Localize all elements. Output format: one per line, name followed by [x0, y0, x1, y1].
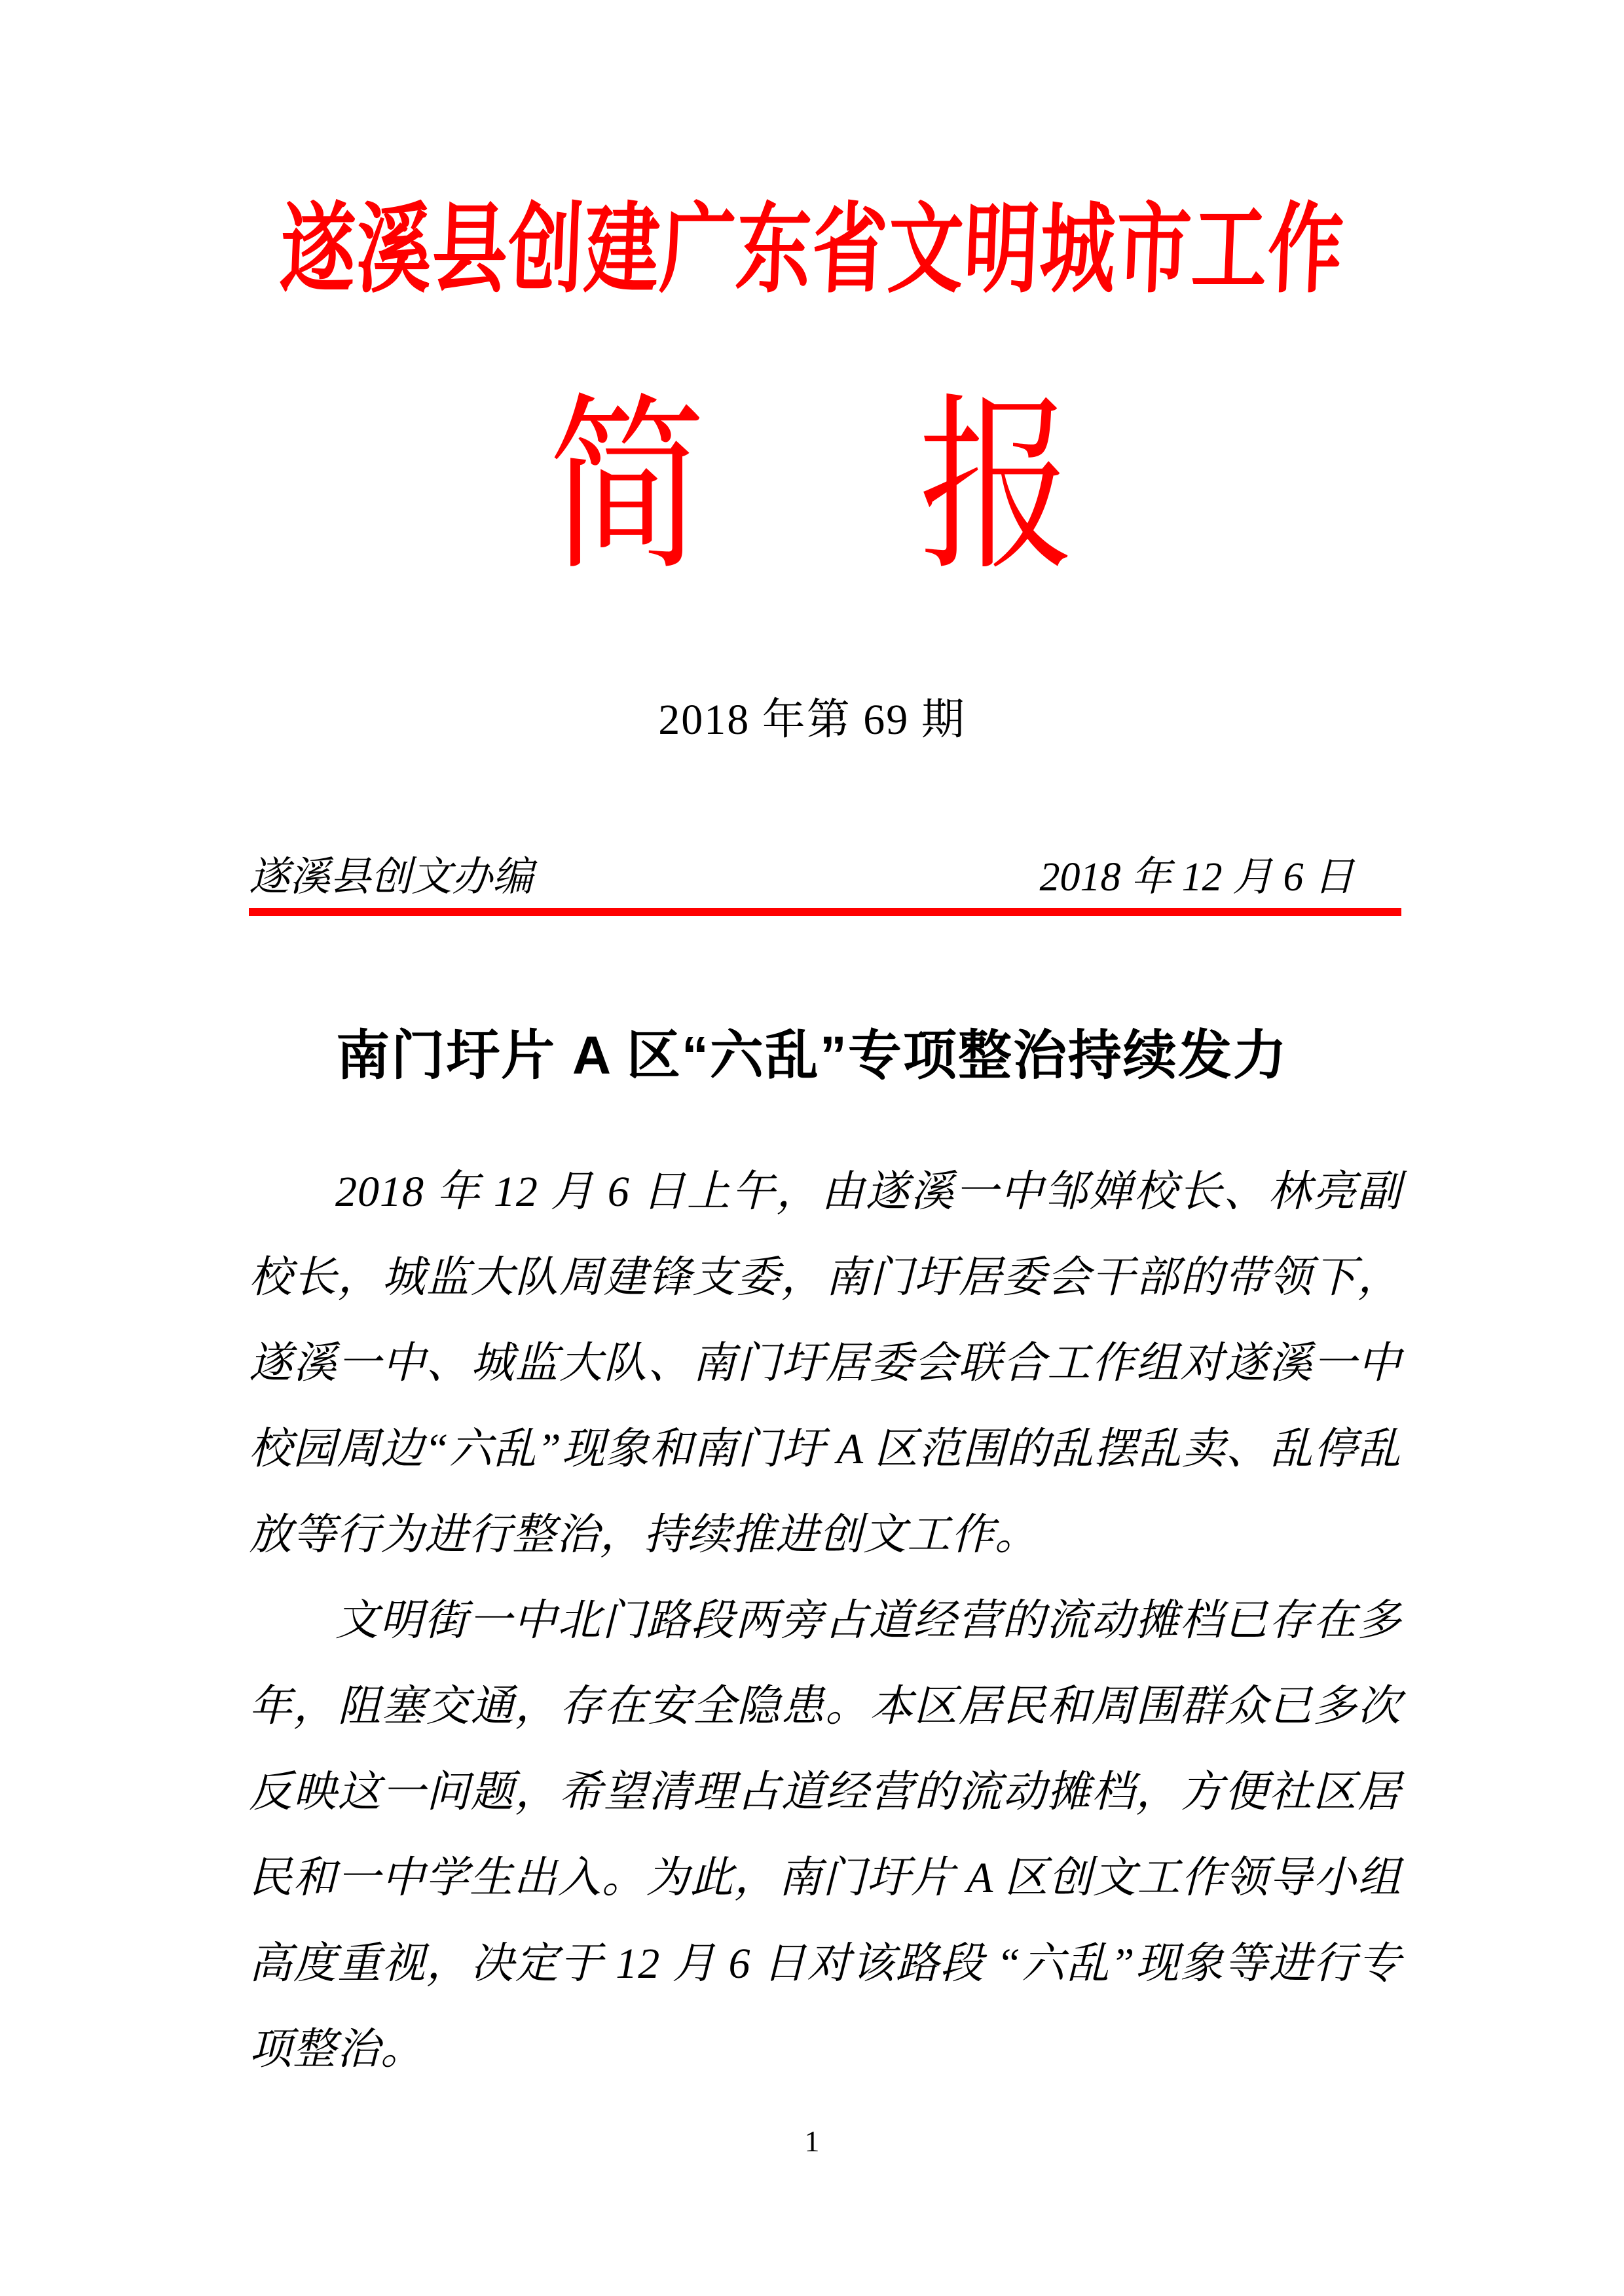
bulletin-name-char-bao: 报	[918, 383, 1076, 592]
masthead-org-title: 遂溪县创建广东省文明城市工作	[278, 196, 1346, 304]
article-body	[249, 1149, 1401, 2092]
publish-date: 2018 年 12 月 6 日	[1039, 855, 1354, 900]
red-divider-rule	[249, 908, 1401, 916]
article-paragraph: 文明街一中北门路段两旁占道经营的流动摊档已存在多年，阻塞交通，存在安全隐患。本区居民和周围群众已多次反映这一问题，希望清理占道经营的流动摊档，方便社区居民和一中学生出入。为此，南门圩片 A 区创文工作领导小组高度重视，决定于 12 月 6 日对该路段 “六乱”现象等进行专项整治。	[249, 1597, 1401, 2073]
bulletin-name-char-jian: 简	[548, 383, 706, 592]
credit-bar	[249, 848, 1401, 907]
article-paragraph: 2018 年 12 月 6 日上午，由遂溪一中邹婵校长、林亮副校长，城监大队周建锋支委，南门圩居委会干部的带领下，遂溪一中、城监大队、南门圩居委会联合工作组对遂溪一中校园周边“六乱”现象和南门圩 A 区范围的乱摆乱卖、乱停乱放等行为进行整治，持续推进创文工作。	[249, 1168, 1401, 1559]
bulletin-name	[0, 370, 1624, 606]
page-number: 1	[804, 2124, 820, 2158]
issue-number: 2018 年第 69 期	[658, 696, 966, 744]
article-headline: 南门圩片 A 区“六乱”专项整治持续发力	[336, 1026, 1288, 1085]
editor-credit: 遂溪县创文办编	[249, 855, 534, 900]
